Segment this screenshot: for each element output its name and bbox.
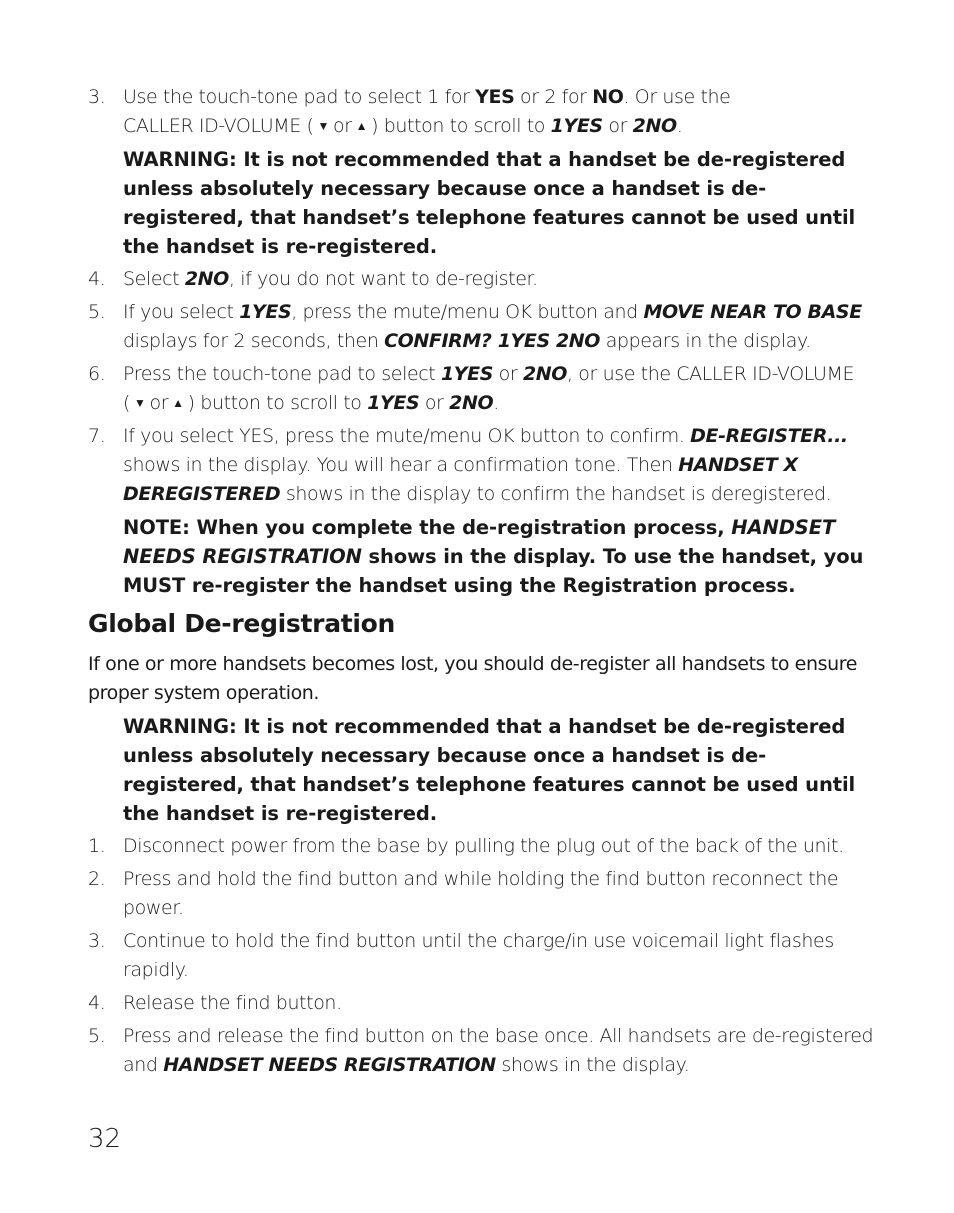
item-number: 6. [88,363,106,385]
down-arrow-icon: ▼ [134,396,146,410]
step-number: 5. [88,1025,106,1047]
section-heading: Global De-registration [88,609,396,638]
list-item-3: 3. Use the touch-tone pad to select 1 for YES or 2 for NO. Or use the CALLER ID-VOLUME ( ▼ or ▲ ) button to scroll to 1YES or 2NO. [88,83,878,141]
item-number: 4. [88,268,106,290]
step-4: 4. Release the find button. [88,989,878,1018]
step-2: 2. Press and hold the find button and while holding the find button reconnect the power. [88,865,878,923]
item-number: 5. [88,301,106,323]
step-3: 3. Continue to hold the find button until the charge/in use voicemail light flashes rapidly. [88,927,878,985]
step-number: 3. [88,930,106,952]
step-number: 2. [88,868,106,890]
warning-note: WARNING: It is not recommended that a handset be de-registered unless absolutely necessary because once a handset is de-registered, that handset’s telephone features cannot be used until the handset is re-registered. [123,148,856,258]
up-arrow-icon: ▲ [355,119,368,133]
warning-note: WARNING: It is not recommended that a handset be de-registered unless absolutely necessary because once a handset is de-registered, that handset’s telephone features cannot be used until the handset is re-registered. [123,715,856,825]
up-arrow-icon: ▲ [172,396,184,410]
registration-note: NOTE: When you complete the de-registration process, HANDSET NEEDS REGISTRATION shows in the display. To use the handset, you MUST re-register the handset using the Registration process. [123,516,864,597]
list-item-4: 4. Select 2NO, if you do not want to de-register. [88,265,878,294]
step-1: 1. Disconnect power from the base by pulling the plug out of the back of the unit. [88,832,878,861]
item-number: 7. [88,425,106,447]
page-number: 32 [88,1124,122,1154]
step-number: 4. [88,992,106,1014]
step-5: 5. Press and release the find button on the base once. All handsets are de-registered and HANDSET NEEDS REGISTRATION shows in the display. [88,1022,878,1080]
list-item-6: 6. Press the touch-tone pad to select 1YES or 2NO, or use the CALLER ID-VOLUME ( ▼ or ▲ ) button to scroll to 1YES or 2NO. [88,360,878,418]
manual-page [88,83,878,1084]
list-item-7: 7. If you select YES, press the mute/menu OK button to confirm. DE-REGISTER... shows in the display. You will hear a confirmation tone. Then HANDSET X DEREGISTERED shows in the display to confirm the handset is deregistered. [88,422,878,509]
item-number: 3. [88,86,106,108]
step-number: 1. [88,835,106,857]
intro-paragraph: If one or more handsets becomes lost, you should de-register all handsets to ensure proper system operation. [88,653,858,704]
down-arrow-icon: ▼ [317,119,329,133]
list-item-5: 5. If you select 1YES, press the mute/menu OK button and MOVE NEAR TO BASE displays for 2 seconds, then CONFIRM? 1YES 2NO appears in the display. [88,298,878,356]
